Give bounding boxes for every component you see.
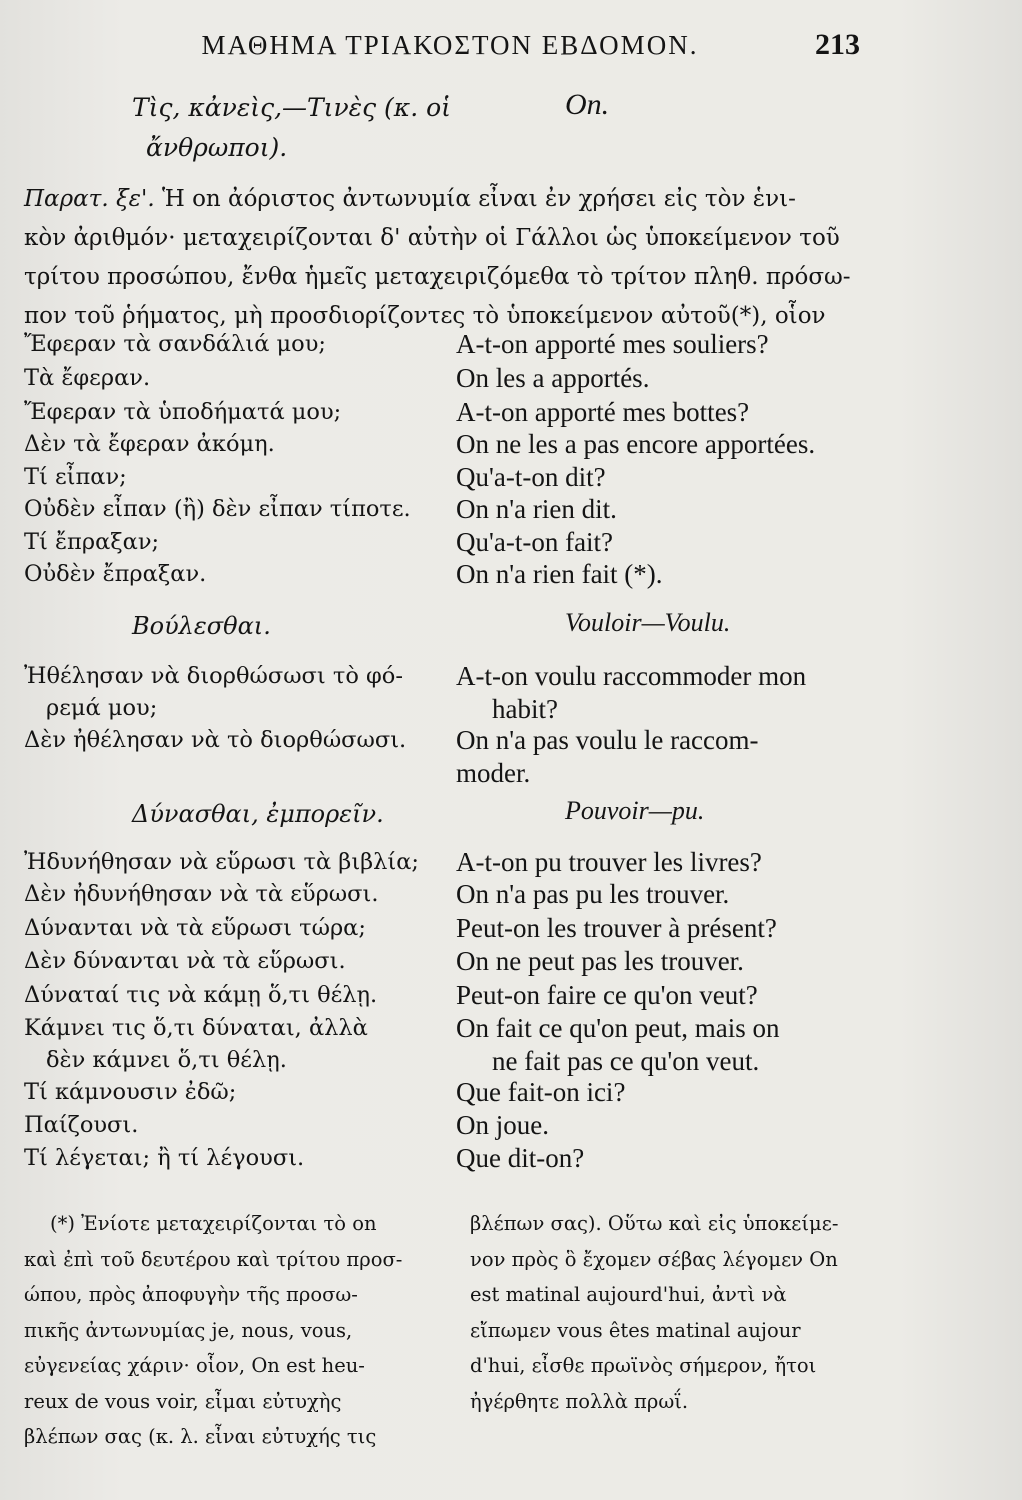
footnote-left-column [24,1206,442,1455]
footnote-line: est matinal aujourd'hui, ἀντὶ νὰ [470,1283,787,1306]
greek-phrase: Παίζουσι. [24,1112,139,1138]
greek-phrase-line: δὲν κάμνει ὅ,τι θέλῃ. [46,1047,287,1073]
greek-phrase-line: Κάμνει τις ὅ,τι δύναται, ἀλλὰ [24,1015,368,1041]
lesson-heading-greek [132,88,451,168]
french-phrase-line: moder. [456,758,531,788]
french-phrase: On n'a rien dit. [456,494,617,524]
greek-phrase: Τὰ ἔφεραν. [24,365,151,391]
french-phrase-line: On fait ce qu'on peut, mais on [456,1013,780,1043]
footnote-line: ώπου, πρὸς ἀποφυγὴν τῆς προσω- [24,1283,358,1306]
footnote-line: πικῆς ἀντωνυμίας je, nous, vous, [24,1318,353,1342]
running-title: ΜΑΘΗΜΑ ΤΡΙΑΚΟΣΤΟΝ ΕΒΔΟΜΟΝ. [201,30,699,60]
footnote-line: καὶ ἐπὶ τοῦ δευτέρου καὶ τρίτου προσ- [24,1247,403,1271]
lesson-heading-greek-line: ἄνθρωποι). [146,133,288,162]
french-phrase [456,660,870,726]
french-phrase: Que fait-on ici? [456,1077,626,1107]
greek-phrase: Οὐδὲν ἔπραξαν. [24,561,207,587]
greek-phrase: Δὲν ἠθέλησαν νὰ τὸ διορθώσωσι. [24,727,407,753]
greek-phrase: Δύναταί τις νὰ κάμῃ ὅ,τι θέλῃ. [24,982,378,1008]
footnote-line: d'hui, εἶσθε πρωϊνὸς σήμερον, ἤτοι [470,1354,817,1377]
greek-phrase: Δὲν ἠδυνήθησαν νὰ τὰ εὕρωσι. [24,881,379,907]
french-phrase-line: ne fait pas ce qu'on veut. [492,1046,760,1076]
french-phrase: On joue. [456,1110,549,1140]
greek-phrase: Τί εἶπαν; [24,464,127,490]
french-phrase-line: A-t-on voulu raccommoder mon [456,661,807,691]
note-line: κὸν ἀριθμόν· μεταχειρίζονται δ' αὐτὴν οἱ Γάλλοι ὡς ὑποκείμενον τοῦ [24,225,840,251]
note-text: Ἡ on ἀόριστος ἀντωνυμία εἶναι ἐν χρήσει εἰς τὸν ἑνι- [161,186,796,212]
grammar-note [24,180,880,336]
french-phrase: Peut-on les trouver à présent? [456,913,777,943]
greek-phrase: Δὲν δύνανται νὰ τὰ εὕρωσι. [24,948,346,974]
footnote-line: reux de vous voir, εἶμαι εὐτυχὴς [24,1389,342,1413]
footnote-line: ἠγέρθητε πολλὰ πρωΐ. [470,1389,689,1413]
lesson-heading-french: On. [565,88,610,121]
french-phrase [456,724,870,790]
greek-phrase: Ἔφεραν τὰ σανδάλιά μου; [24,331,326,357]
note-line: τρίτου προσώπου, ἔνθα ἡμεῖς μεταχειριζόμεθα τὸ τρίτον πληθ. πρόσω- [24,264,851,290]
footnote-line: (*) Ἐνίοτε μεταχειρίζονται τὸ on [50,1212,377,1235]
footnote-line: εὐγενείας χάριν· οἷον, On est heu- [24,1354,365,1377]
french-phrase: Peut-on faire ce qu'on veut? [456,980,758,1010]
greek-phrase: Ἠδυνήθησαν νὰ εὕρωσι τὰ βιβλία; [24,849,420,875]
french-phrase: On ne peut pas les trouver. [456,946,744,976]
note-line: πον τοῦ ῥήματος, μὴ προσδιορίζοντες τὸ ὑποκείμενον αὐτοῦ(*), οἷον [24,303,826,329]
footnote-line: βλέπων σας (κ. λ. εἶναι εὐτυχής τις [24,1425,377,1448]
section-heading-french: Vouloir—Voulu. [565,608,731,637]
french-phrase-line: On n'a pas voulu le raccom- [456,725,759,755]
greek-phrase: Οὐδὲν εἶπαν (ἢ) δὲν εἶπαν τίποτε. [24,496,411,522]
french-phrase: A-t-on apporté mes souliers? [456,329,769,359]
french-phrase: Qu'a-t-on dit? [456,462,606,492]
french-phrase: Qu'a-t-on fait? [456,527,614,557]
french-phrase: On ne les a pas encore apportées. [456,429,816,459]
footnote-right-column [470,1206,878,1419]
footnote-line: εἴπωμεν vous êtes matinal aujour [470,1318,801,1342]
note-line [24,180,880,219]
section-heading-french: Pouvoir—pu. [565,796,705,825]
greek-phrase-line: ρεμά μου; [46,695,158,721]
section-heading-greek: Δύνασθαι, ἐμπορεῖν. [132,800,384,828]
greek-phrase [24,1012,444,1076]
greek-phrase [24,660,444,724]
french-phrase: On n'a rien fait (*). [456,559,663,589]
french-phrase: On n'a pas pu les trouver. [456,879,730,909]
note-label: Παρατ. ξε'. [24,186,155,212]
french-phrase: Que dit-on? [456,1143,585,1173]
lesson-heading-greek-line: Τὶς, κἀνεὶς,—Τινὲς (κ. οἱ [132,93,451,122]
footnote-line: νον πρὸς ὃ ἔχομεν σέβας λέγομεν On [470,1247,838,1271]
french-phrase: A-t-on apporté mes bottes? [456,397,750,427]
section-heading-greek: Βούλεσθαι. [132,612,271,640]
french-phrase [456,1012,870,1078]
greek-phrase-line: Ἠθέλησαν νὰ διορθώσωσι τὸ φό- [24,663,403,689]
greek-phrase: Δὲν τὰ ἔφεραν ἀκόμη. [24,431,275,457]
french-phrase: A-t-on pu trouver les livres? [456,847,762,877]
greek-phrase: Τί λέγεται; ἢ τί λέγουσι. [24,1145,305,1171]
french-phrase-line: habit? [492,694,558,724]
footnote-line: βλέπων σας). Οὕτω καὶ εἰς ὑποκείμε- [470,1212,839,1235]
greek-phrase: Δύνανται νὰ τὰ εὕρωσι τώρα; [24,915,366,941]
greek-phrase: Τί κάμνουσιν ἐδῶ; [24,1079,237,1105]
greek-phrase: Ἔφεραν τὰ ὑποδήματά μου; [24,399,342,425]
page-number: 213 [815,28,860,61]
greek-phrase: Τί ἔπραξαν; [24,529,160,555]
french-phrase: On les a apportés. [456,363,650,393]
